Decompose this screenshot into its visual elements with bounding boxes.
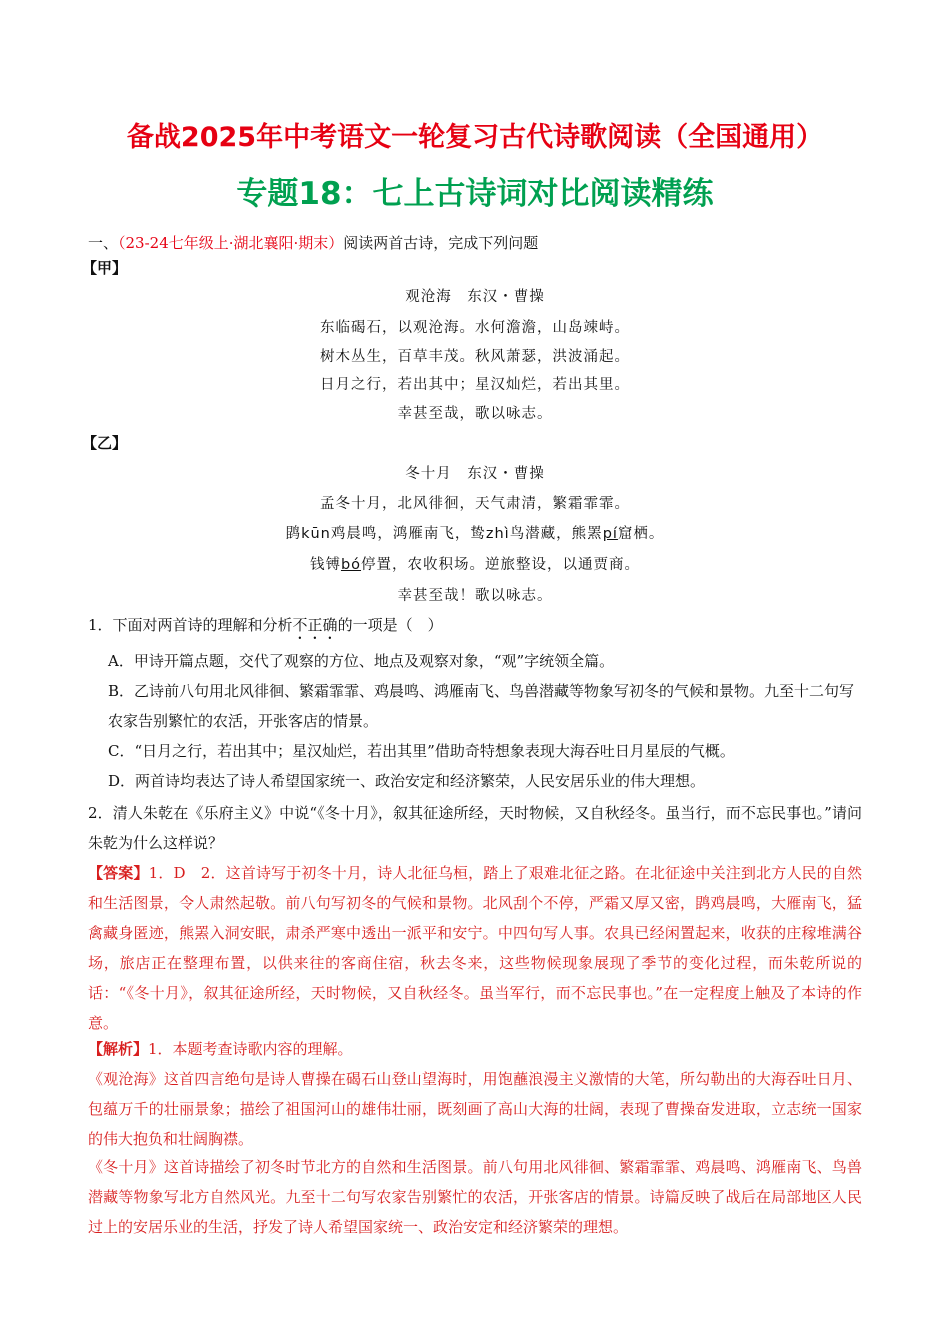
q1-emphasis: 不正确 bbox=[292, 616, 338, 634]
question-intro bbox=[88, 232, 538, 253]
answer-text: 1．D 2．这首诗写于初冬十月，诗人北征乌桓，踏上了艰难北征之路。在北征途中关注到北方人民的自然和生活图景，令人肃然起敬。前八句写初冬的气候和景物。北风刮个不停，严霜又厚又密，鹍鸡晨鸣，大雁南飞，猛禽藏身匿迹，熊罴入洞安眠，肃杀严寒中透出一派平和安宁。中四句写人事。农具已经闲置起来，收获的庄稼堆满谷场，旅店正在整理布置，以供来往的客商住宿，秋去冬来，这些物候现象展现了季节的变化过程，而朱乾所说的话：“《冬十月》，叙其征途所经，天时物候，又自秋经冬。虽当军行，而不忘民事也。”在一定程度上触及了本诗的作意。 bbox=[88, 864, 862, 1032]
analysis-paragraph: 《观沧海》这首四言绝句是诗人曹操在碣石山登山望海时，用饱蘸浪漫主义激情的大笔，所勾勒出的大海吞吐日月、包蕴万千的壮丽景象；描绘了祖国河山的雄伟壮丽，既刻画了高山大海的壮阔，表现了曹操奋发进取，立志统一国家的伟大抱负和壮阔胸襟。 bbox=[88, 1070, 862, 1148]
poem2-text: 钱镈 bbox=[309, 557, 341, 573]
analysis-paragraph: 《冬十月》这首诗描绘了初冬时节北方的自然和生活图景。前八句用北风徘徊、繁霜霏霏、鸡晨鸣、鸿雁南飞、鸟兽潜藏等物象写北方自然风光。九至十二句写农家告别繁忙的农活，开张客店的情景。诗篇反映了战后在局部地区人民过上的安居乐业的生活，抒发了诗人希望国家统一、政治安定和经济繁荣的理想。 bbox=[88, 1158, 862, 1236]
sub-title: 专题18：七上古诗词对比阅读精练 bbox=[236, 176, 714, 212]
question-number: 一、 bbox=[88, 234, 119, 252]
answer-block bbox=[88, 858, 862, 1038]
q2-text: 2．清人朱乾在《乐府主义》中说“《冬十月》，叙其征途所经，天时物候，又自秋经冬。虽当行，而不忘民事也。”请问朱乾为什么这样说？ bbox=[88, 804, 862, 852]
poem2-line bbox=[0, 522, 950, 543]
pinyin-annotation: kūn bbox=[301, 526, 331, 542]
analysis-intro: 1．本题考查诗歌内容的理解。 bbox=[148, 1040, 353, 1058]
q1-stem bbox=[88, 614, 443, 643]
poem2-title: 冬十月 东汉・曹操 bbox=[405, 466, 545, 482]
q1-option-d: D．两首诗均表达了诗人希望国家统一、政治安定和经济繁荣，人民安居乐业的伟大理想。 bbox=[108, 772, 706, 790]
pinyin-annotation: pí bbox=[602, 526, 618, 542]
poem2-text: 窟栖。 bbox=[617, 526, 665, 542]
poem2-text: 停置，农收积场。逆旅整设，以通贾商。 bbox=[361, 557, 641, 573]
poem2-line bbox=[0, 553, 950, 574]
question-source: （23-24七年级上·湖北襄阳·期末） bbox=[118, 234, 344, 252]
analysis-header bbox=[88, 1034, 862, 1064]
poem1-line: 日月之行，若出其中；星汉灿烂，若出其里。 bbox=[320, 377, 630, 393]
q1-option-c: C．“日月之行，若出其中；星汉灿烂，若出其里”借助奇特想象表现大海吞吐日月星辰的气概。 bbox=[108, 742, 735, 760]
poem2-label: 【乙】 bbox=[82, 434, 128, 452]
q1-option-a: A．甲诗开篇点题，交代了观察的方位、地点及观察对象，“观”字统领全篇。 bbox=[108, 652, 615, 670]
q1-stem-text: 的一项是（ ） bbox=[337, 616, 443, 634]
poem1-title: 观沧海 东汉・曹操 bbox=[405, 289, 545, 305]
poem2-line: 幸甚至哉！歌以咏志。 bbox=[397, 588, 553, 604]
pinyin-annotation: zhì bbox=[485, 526, 510, 542]
answer-label: 【答案】 bbox=[88, 864, 149, 882]
poem2-line: 孟冬十月，北风徘徊，天气肃清，繁霜霏霏。 bbox=[320, 496, 630, 512]
poem1-line: 树木丛生，百草丰茂。秋风萧瑟，洪波涌起。 bbox=[320, 349, 630, 365]
analysis-label: 【解析】 bbox=[88, 1040, 149, 1058]
question-instruction: 阅读两首古诗，完成下列问题 bbox=[343, 234, 539, 252]
poem2-text: 鹍 bbox=[285, 526, 302, 542]
poem1-line: 东临碣石，以观沧海。水何澹澹，山岛竦峙。 bbox=[320, 320, 630, 336]
poem2-text: 鸟潜藏，熊罴 bbox=[509, 526, 603, 542]
poem1-label: 【甲】 bbox=[82, 259, 128, 277]
pinyin-annotation: bó bbox=[340, 557, 362, 573]
q1-option-b: B．乙诗前八句用北风徘徊、繁霜霏霏、鸡晨鸣、鸿雁南飞、鸟兽潜藏等物象写初冬的气候和景物。九至十二句写农家告别繁忙的农活，开张客店的情景。 bbox=[108, 682, 855, 730]
poem1-line: 幸甚至哉，歌以咏志。 bbox=[397, 406, 553, 422]
main-title: 备战2025年中考语文一轮复习古代诗歌阅读（全国通用） bbox=[126, 122, 824, 153]
q1-stem-text: 1．下面对两首诗的理解和分析 bbox=[88, 616, 293, 634]
poem2-text: 鸡晨鸣，鸿雁南飞，鸷 bbox=[330, 526, 486, 542]
